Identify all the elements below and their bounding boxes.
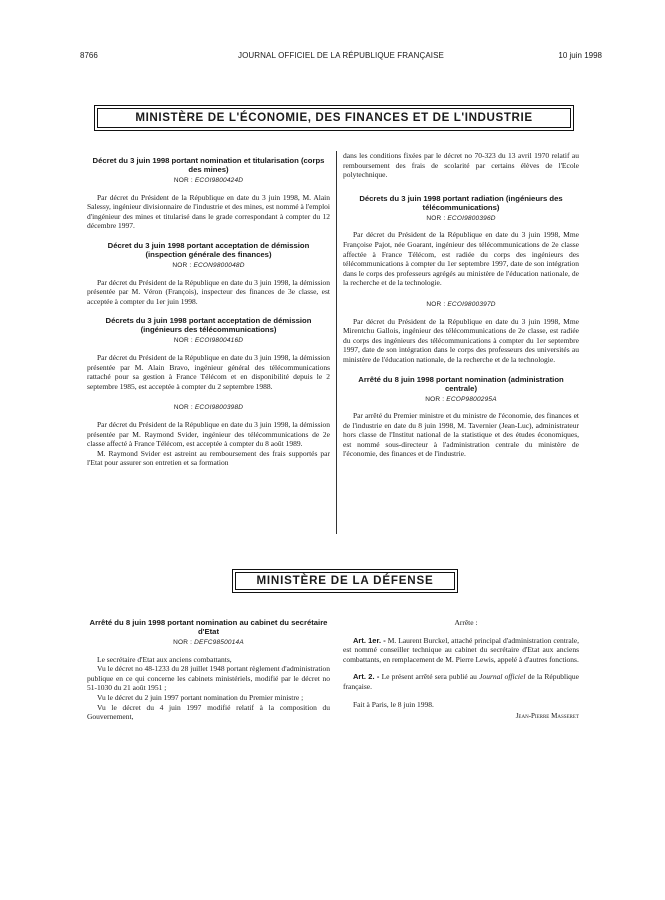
decree-text: Par décret du Président de la République en date du 3 juin 1998, la démission présentée par M. Alain Bravo, ingénieur général des télécommunications rattaché pour sa gestion à France Télécom et en disponibilité depuis le 2 septembre 1985, est acceptée à compter du 2 septembre 1988. (87, 352, 330, 391)
column-left-top (87, 156, 330, 468)
page-number: 8766 (80, 51, 98, 60)
nor-line: NOR : ECOI9800424D (173, 177, 244, 184)
decree-text: Par décret du Président de la République en date du 3 juin 1998, Mme Françoise Pajot, née Goarant, ingénieur des télécommunications de 2e classe affectée à France Télécom, est radiée du corps des ingénieurs des télécommunications à compter du 1er septembre 1997, date de son intégration dans le corps des professeurs agrégés au ministère de l'éducation nationale, de la recherche et de la technologie. (343, 230, 579, 288)
decree-title: Arrêté du 8 juin 1998 portant nomination (administration centrale) (358, 374, 564, 393)
nor-line: NOR : ECON9800048D (172, 261, 245, 269)
decree-text: Par décret du Président de la République en date du 3 juin 1998, M. Alain Salessy, ingénieur divisionnaire de l'industrie et des mines, est nommé à l'emploi d'ingénieur des mines et titularisé dans le grade correspondant à compter du 12 décembre 1997. (87, 192, 330, 231)
issue-date: 10 juin 1998 (558, 51, 602, 60)
journal-title: JOURNAL OFFICIEL DE LA RÉPUBLIQUE FRANÇAISE (238, 51, 444, 60)
decree-text: Par arrêté du Premier ministre et du ministre de l'économie, des finances et de l'industrie en date du 8 juin 1998, M. Tavernier (Jean-Luc), administrateur hors classe de l'Institut national de la statistique et des études économiques, est nommé sous-directeur à l'administration centrale du ministère de l'économie, des finances et de l'industrie. (343, 411, 579, 459)
decree-text: M. Raymond Svider est astreint au remboursement des frais supportés par l'Etat pour assurer son entretien et sa formation (87, 448, 330, 468)
visa-text: Vu le décret du 2 juin 1997 portant nomination du Premier ministre ; (97, 692, 304, 702)
decree-text: Par décret du Président de la République en date du 3 juin 1998, la démission présentée par M. Véron (François), inspecteur des finances de 3e classe, est acceptée à compter du 1er juin 1998. (87, 277, 330, 306)
ministry-title: MINISTÈRE DE LA DÉFENSE (235, 572, 455, 590)
nor-line: NOR : ECOI9800398D (173, 404, 244, 412)
nor-line: NOR : ECOP9800295A (425, 395, 497, 403)
article-1: Art. 1er. - M. Laurent Burckel, attaché principal d'administration centrale, est nommé conseiller technique au cabinet du secrétaire d'Etat aux anciens combattants, en remplacement de M. Pierre Lewis, appelé à d'autres fonctions. (343, 635, 580, 664)
continued-text: dans les conditions fixées par le décret no 70-323 du 13 avril 1970 relatif au remboursement des frais de scolarité par certains élèves de l'Ecole polytechnique. (343, 151, 579, 180)
ministry-banner-economie (94, 105, 574, 131)
column-separator (336, 151, 337, 534)
decree-text: Par décret du Président de la République en date du 3 juin 1998, la démission présentée par M. Raymond Svider, ingénieur des télécommunications de 2e classe affecté à France Télécom, est acceptée à compter du 8 août 1989. (87, 419, 330, 449)
nor-line: NOR : ECOI9800396D (426, 214, 496, 222)
decree-title: Arrêté du 8 juin 1998 portant nomination au cabinet du secrétaire d'Etat (89, 618, 328, 636)
visa-text: Vu le décret no 48-1233 du 28 juillet 1948 portant règlement d'administration publique en ce qui concerne les cabinets ministériels, modifié par le décret no 51-1030 du 21 août 1951 ; (87, 664, 330, 693)
decree-title: Décret du 3 juin 1998 portant nomination et titularisation (corps des mines) (92, 156, 325, 174)
running-header (80, 51, 602, 65)
ministry-banner-defense (232, 569, 458, 593)
decree-title: Décrets du 3 juin 1998 portant acceptation de démission (ingénieurs des télécommunications) (105, 316, 312, 335)
nor-line: NOR : DEFC9850014A (173, 639, 244, 646)
column-right-top (343, 151, 579, 459)
decree-title: Décrets du 3 juin 1998 portant radiation (ingénieurs des télécommunications) (359, 193, 563, 212)
nor-line: NOR : ECOI9800416D (173, 337, 244, 345)
decree-text: Par décret du Président de la République en date du 3 juin 1998, Mme Mirentchu Gallois, ingénieur des télécommunications de 2e classe, est radiée du corps des ingénieurs des télécommunications à compter du 1er septembre 1997, date de son intégration dans le corps des professeurs des universités au ministère de l'éducation nationale, de la recherche et de la technologie. (343, 316, 579, 364)
visa-text: Vu le décret du 4 juin 1997 modifié relatif à la composition du Gouvernement, (87, 702, 330, 722)
visa-text: Le secrétaire d'Etat aux anciens combattants, (97, 654, 232, 664)
article-2: Art. 2. - Le présent arrêté sera publié au Journal officiel de la République française. (343, 672, 580, 691)
article-label: Art. 1er. - (353, 635, 386, 645)
signature: Jean-Pierre Masseret (515, 712, 579, 721)
nor-line: NOR : ECOI9800397D (426, 300, 496, 308)
column-left-bottom (87, 618, 330, 722)
column-right-bottom (343, 618, 579, 722)
done-at: Fait à Paris, le 8 juin 1998. (353, 699, 434, 709)
arrete-label: Arrête : (454, 618, 478, 627)
decree-title: Décret du 3 juin 1998 portant acceptation de démission (inspection générale des finances) (107, 240, 310, 259)
ministry-title: MINISTÈRE DE L'ÉCONOMIE, DES FINANCES ET DE L'INDUSTRIE (97, 108, 571, 128)
article-label: Art. 2. - (353, 672, 380, 682)
